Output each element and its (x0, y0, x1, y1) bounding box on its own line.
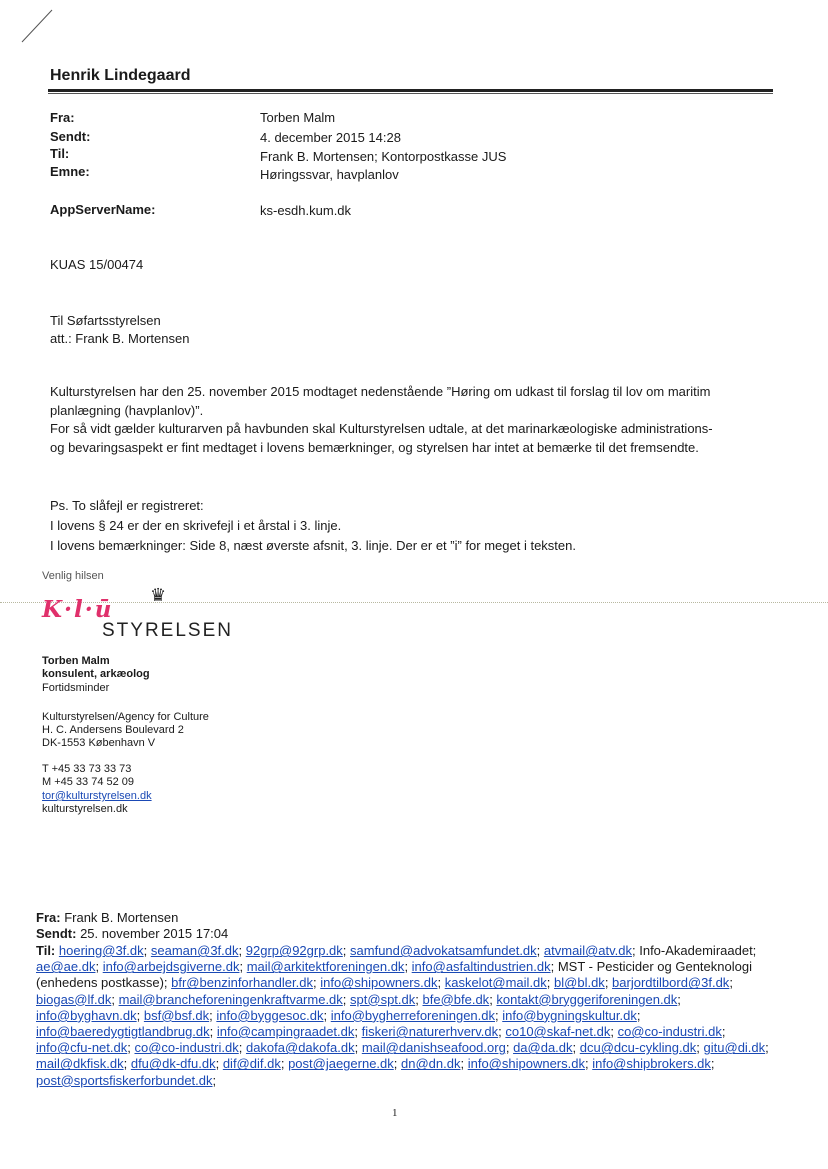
recipient-separator: ; (143, 943, 151, 958)
recipient-separator: ; Info-Akademiraadet; (632, 943, 757, 958)
recipient-email-link[interactable]: fiskeri@naturerhverv.dk (361, 1024, 499, 1040)
recipient-separator: ; (354, 1024, 362, 1040)
from-label: Fra: (50, 110, 75, 125)
recipient-separator: ; (393, 1056, 402, 1072)
recipient-email-link[interactable]: mail@brancheforeningenkraftvarme.dk (118, 991, 343, 1007)
sent-label: Sendt: (50, 129, 91, 144)
forward-from (36, 910, 776, 926)
logo-script: K·l·ū (42, 596, 114, 623)
signature-title: konsulent, arkæolog (42, 668, 150, 680)
recipient-email-link[interactable]: post@sportsfiskerforbundet.dk (36, 1072, 213, 1088)
recipient-email-link[interactable]: samfund@advokatsamfundet.dk (350, 943, 537, 958)
recipient-email-link[interactable]: dn@dn.dk (401, 1056, 461, 1072)
recipient-email-link[interactable]: bfr@benzinforhandler.dk (171, 975, 313, 991)
recipient-email-link[interactable]: bl@bl.dk (554, 975, 605, 991)
forward-recipients (36, 943, 776, 1089)
signature-street: H. C. Andersens Boulevard 2 (42, 724, 184, 736)
recipient-separator: ; (111, 991, 119, 1007)
subject-label: Emne: (50, 164, 90, 179)
recipient-separator: ; (123, 1056, 131, 1072)
recipient-separator: ; (460, 1056, 468, 1072)
signature-org: Kulturstyrelsen/Agency for Culture (42, 711, 209, 723)
greeting: Venlig hilsen (42, 570, 104, 582)
recipient-separator: ; (536, 943, 544, 958)
ps-line: I lovens § 24 er der en skrivefejl i et årstal i 3. linje. (50, 518, 342, 533)
recipient-email-link[interactable]: dakofa@dakofa.dk (245, 1040, 355, 1056)
recipient-separator: ; (636, 1007, 641, 1023)
recipient-email-link[interactable]: mail@danishseafood.org (361, 1040, 506, 1056)
recipient-separator: ; (323, 1007, 331, 1023)
recipient-email-link[interactable]: mail@arkitektforeningen.dk (246, 959, 405, 975)
recipient-separator: ; (212, 1072, 217, 1088)
recipient-separator: ; MST - Pesticider og Genteknologi (enhedens postkasse); (36, 959, 752, 991)
recipient-email-link[interactable]: info@asfaltindustrien.dk (411, 959, 551, 975)
subject-value: Høringssvar, havplanlov (260, 167, 399, 182)
recipient-email-link[interactable]: hoering@3f.dk (58, 943, 144, 958)
recipient-separator: ; (280, 1056, 289, 1072)
recipient-separator: ; (584, 1056, 593, 1072)
case-number: KUAS 15/00474 (50, 257, 144, 272)
from-value: Torben Malm (260, 110, 336, 125)
recipient-separator: ; (489, 991, 497, 1007)
recipient-email-link[interactable]: info@byghavn.dk (36, 1007, 137, 1023)
recipient-email-link[interactable]: bsf@bsf.dk (143, 1007, 210, 1023)
recipient-email-link[interactable]: gitu@di.dk (703, 1040, 766, 1056)
recipient-email-link[interactable]: bfe@bfe.dk (422, 991, 490, 1007)
recipient-separator: ; (404, 959, 412, 975)
recipient-separator: ; (729, 975, 733, 991)
sender-name: Henrik Lindegaard (50, 67, 191, 84)
paragraph-line: For så vidt gælder kulturarven på havbunden skal Kulturstyrelsen udtale, at det marinarkæologiske administrations- (50, 421, 713, 436)
signature-mobile: M +45 33 74 52 09 (42, 776, 135, 788)
crown-icon: ♛ (150, 585, 167, 605)
recipient-email-link[interactable]: post@jaegerne.dk (288, 1056, 394, 1072)
page-number: 1 (392, 1107, 398, 1119)
recipient-email-link[interactable]: mail@dkfisk.dk (36, 1056, 124, 1072)
recipient-email-link[interactable]: kaskelot@mail.dk (444, 975, 547, 991)
recipient-email-link[interactable]: co@co-industri.dk (134, 1040, 239, 1056)
recipient-email-link[interactable]: info@bygningskultur.dk (502, 1007, 637, 1023)
recipient-separator: ; (765, 1040, 769, 1056)
signature-email-link[interactable]: tor@kulturstyrelsen.dk (42, 790, 152, 802)
recipient-separator: ; (710, 1056, 715, 1072)
to-label: Til: (50, 146, 70, 161)
recipient-separator: ; (498, 1024, 506, 1040)
recipient-separator: ; (721, 1024, 726, 1040)
pen-mark (18, 6, 58, 46)
sent-value: 4. december 2015 14:28 (260, 130, 401, 145)
forward-from-label: Fra: (36, 910, 61, 925)
recipient-separator: ; (354, 1040, 362, 1056)
recipient-email-link[interactable]: info@cfu-net.dk (36, 1040, 128, 1056)
recipient-separator: ; (136, 1007, 144, 1023)
recipient-separator: ; (238, 1040, 246, 1056)
signature-dept: Fortidsminder (42, 682, 110, 694)
signature-city: DK-1553 København V (42, 737, 156, 749)
recipient-email-link[interactable]: info@byggesoc.dk (216, 1007, 324, 1023)
recipient-email-link[interactable]: info@baeredygtigtlandbrug.dk (36, 1024, 210, 1040)
recipient-separator: ; (312, 975, 321, 991)
header-rule (48, 89, 773, 92)
recipient-separator: ; (342, 991, 351, 1007)
recipient-email-link[interactable]: da@da.dk (513, 1040, 573, 1056)
paragraph-line: og bevaringsaspekt er fint medtaget i lovens bemærkninger, og styrelsen har intet at bemærke til det fremsendte. (50, 440, 699, 455)
recipient-separator: ; (437, 975, 445, 991)
recipient-separator: ; (604, 975, 613, 991)
forward-sent-label: Sendt: (36, 926, 77, 941)
recipient-email-link[interactable]: dif@dif.dk (222, 1056, 281, 1072)
recipient-email-link[interactable]: barjordtilbord@3f.dk (612, 975, 730, 991)
forward-from-value: Frank B. Mortensen (64, 910, 179, 925)
recipient-email-link[interactable]: info@shipowners.dk (467, 1056, 585, 1072)
recipient-separator: ; (342, 943, 351, 958)
recipient-separator: ; (239, 959, 247, 975)
addressee-att: att.: Frank B. Mortensen (50, 331, 190, 346)
recipient-separator: ; (505, 1040, 514, 1056)
paragraph-line: planlægning (havplanlov)”. (50, 403, 204, 418)
recipient-email-link[interactable]: info@bygherreforeningen.dk (330, 1007, 495, 1023)
recipient-email-link[interactable]: dfu@dk-dfu.dk (130, 1056, 216, 1072)
recipient-email-link[interactable]: info@shipowners.dk (320, 975, 438, 991)
recipient-separator: ; (546, 975, 555, 991)
recipient-separator: ; (610, 1024, 618, 1040)
recipient-email-link[interactable]: spt@spt.dk (350, 991, 416, 1007)
recipient-email-link[interactable]: biogas@lf.dk (36, 991, 112, 1007)
ps-line: Ps. To slåfejl er registreret: (50, 498, 204, 513)
recipient-separator: ; (495, 1007, 503, 1023)
addressee-line: Til Søfartsstyrelsen (50, 313, 161, 328)
paragraph-line: Kulturstyrelsen har den 25. november 2015 modtaget nedenstående ”Høring om udkast til forslag til lov om maritim (50, 384, 711, 399)
recipient-email-link[interactable]: atvmail@atv.dk (543, 943, 632, 958)
forward-sent (36, 926, 776, 942)
recipient-separator: ; (415, 991, 423, 1007)
signature-web: kulturstyrelsen.dk (42, 803, 128, 815)
scan-divider (0, 602, 828, 603)
forward-sent-value: 25. november 2015 17:04 (80, 926, 229, 941)
forward-to-label: Til: (36, 943, 56, 958)
recipient-separator: ; (209, 1024, 217, 1040)
recipient-separator: ; (677, 991, 681, 1007)
recipient-email-link[interactable]: ae@ae.dk (36, 959, 96, 975)
ps-line: I lovens bemærkninger: Side 8, næst øverste afsnit, 3. linje. Der er et ”i” for meget i teksten. (50, 538, 576, 553)
recipient-email-link[interactable]: seaman@3f.dk (150, 943, 239, 958)
logo-wordmark: STYRELSEN (102, 620, 233, 641)
recipient-separator: ; (572, 1040, 580, 1056)
header-rule-thin (48, 93, 773, 94)
recipient-email-link[interactable]: info@arbejdsgiverne.dk (102, 959, 240, 975)
recipient-separator: ; (696, 1040, 704, 1056)
recipient-separator: ; (238, 943, 246, 958)
appserver-label: AppServerName: (50, 202, 156, 217)
recipient-email-link[interactable]: co10@skaf-net.dk (505, 1024, 611, 1040)
recipient-email-link[interactable]: kontakt@bryggeriforeningen.dk (496, 991, 678, 1007)
recipient-separator: ; (209, 1007, 217, 1023)
recipient-separator: ; (95, 959, 103, 975)
signature-phone: T +45 33 73 33 73 (42, 763, 132, 775)
appserver-value: ks-esdh.kum.dk (260, 203, 352, 218)
recipient-email-link[interactable]: 92grp@92grp.dk (245, 943, 343, 958)
recipient-separator: ; (215, 1056, 223, 1072)
recipient-email-link[interactable]: dcu@dcu-cykling.dk (579, 1040, 697, 1056)
to-value: Frank B. Mortensen; Kontorpostkasse JUS (260, 149, 507, 164)
recipient-email-link[interactable]: info@campingraadet.dk (216, 1024, 355, 1040)
recipient-email-link[interactable]: info@shipbrokers.dk (592, 1056, 711, 1072)
recipient-separator: ; (127, 1040, 135, 1056)
signature-name: Torben Malm (42, 655, 110, 667)
recipient-email-link[interactable]: co@co-industri.dk (617, 1024, 722, 1040)
